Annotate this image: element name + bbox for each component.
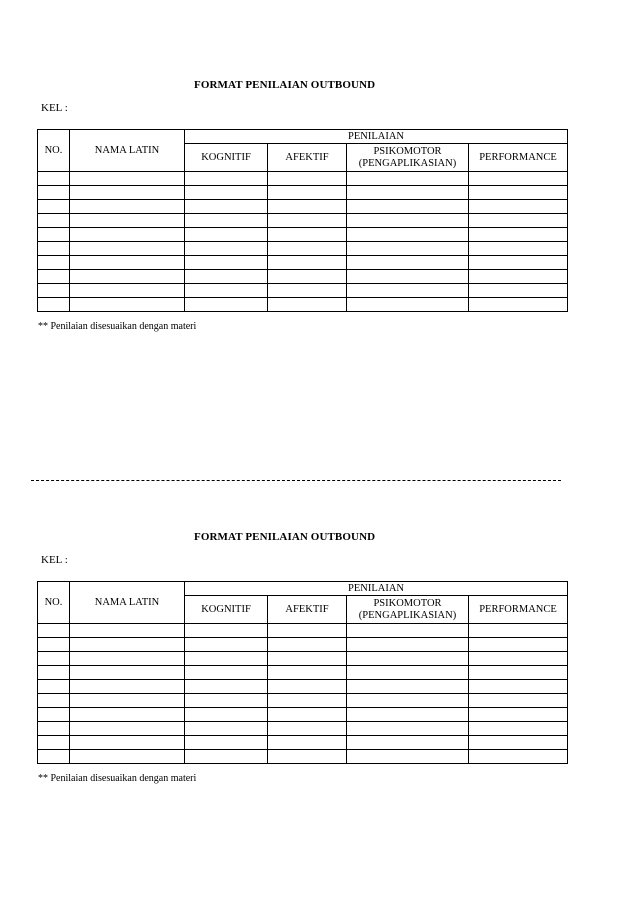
table-body [38, 130, 568, 312]
table-cell [70, 736, 185, 750]
table-cell [185, 694, 268, 708]
table-cell [70, 298, 185, 312]
table-cell [347, 750, 469, 764]
table-cell [268, 270, 347, 284]
table-row [38, 652, 568, 666]
table-cell [469, 750, 568, 764]
psikomotor-line2: (PENGAPLIKASIAN) [358, 609, 457, 621]
table-cell [38, 694, 70, 708]
cut-line-divider [31, 480, 561, 481]
table-cell [469, 666, 568, 680]
table-cell [268, 200, 347, 214]
table-cell [347, 694, 469, 708]
table-row [38, 284, 568, 298]
table-cell [70, 186, 185, 200]
psikomotor-line2: (PENGAPLIKASIAN) [358, 157, 457, 169]
table-cell [185, 228, 268, 242]
table-cell [469, 694, 568, 708]
table-row [38, 200, 568, 214]
table-cell [70, 750, 185, 764]
table-cell [70, 638, 185, 652]
table-cell [38, 242, 70, 256]
table-cell [469, 638, 568, 652]
table-cell [347, 186, 469, 200]
header-kognitif: KOGNITIF [185, 144, 268, 172]
table-cell [70, 652, 185, 666]
table-cell [185, 736, 268, 750]
table-cell [185, 750, 268, 764]
table-cell [185, 680, 268, 694]
table-cell [185, 298, 268, 312]
table-cell [347, 242, 469, 256]
table-cell [38, 214, 70, 228]
header-performance: PERFORMANCE [469, 144, 568, 172]
table-cell [469, 708, 568, 722]
table-cell [268, 708, 347, 722]
table-cell [469, 270, 568, 284]
table-cell [185, 652, 268, 666]
table-cell [185, 172, 268, 186]
table-row [38, 708, 568, 722]
table-cell [38, 298, 70, 312]
table-cell [38, 256, 70, 270]
table-cell [38, 722, 70, 736]
table-cell [185, 186, 268, 200]
header-penilaian: PENILAIAN [185, 130, 568, 144]
table-cell [38, 652, 70, 666]
table-cell [185, 624, 268, 638]
table-cell [185, 666, 268, 680]
form-title: FORMAT PENILAIAN OUTBOUND [194, 531, 376, 543]
table-cell [347, 652, 469, 666]
header-performance: PERFORMANCE [469, 596, 568, 624]
table-cell [469, 200, 568, 214]
header-kognitif: KOGNITIF [185, 596, 268, 624]
table-cell [268, 750, 347, 764]
table-cell [347, 624, 469, 638]
table-cell [347, 680, 469, 694]
table-cell [347, 228, 469, 242]
table-cell [268, 624, 347, 638]
table-cell [38, 624, 70, 638]
table-cell [347, 298, 469, 312]
table-cell [70, 256, 185, 270]
table-cell [185, 708, 268, 722]
table-cell [185, 722, 268, 736]
table-cell [268, 666, 347, 680]
table-cell [70, 228, 185, 242]
table-cell [70, 624, 185, 638]
form-title: FORMAT PENILAIAN OUTBOUND [194, 79, 376, 91]
table-cell [268, 256, 347, 270]
table-row [38, 750, 568, 764]
group-label: KEL : [41, 102, 68, 114]
table-cell [185, 270, 268, 284]
table-cell [70, 694, 185, 708]
table-cell [469, 298, 568, 312]
table-cell [70, 722, 185, 736]
table-cell [70, 666, 185, 680]
table-cell [185, 284, 268, 298]
table-cell [469, 284, 568, 298]
table-cell [347, 172, 469, 186]
table-cell [469, 242, 568, 256]
table-cell [70, 242, 185, 256]
psikomotor-line1: PSIKOMOTOR [373, 145, 442, 157]
table-row [38, 680, 568, 694]
header-nama-latin: NAMA LATIN [70, 582, 185, 624]
header-no: NO. [38, 582, 70, 624]
table-cell [268, 652, 347, 666]
table-cell [268, 228, 347, 242]
table-cell [469, 172, 568, 186]
assessment-table [37, 581, 568, 764]
table-row [38, 666, 568, 680]
table-cell [38, 708, 70, 722]
table-row [38, 694, 568, 708]
header-afektif: AFEKTIF [268, 144, 347, 172]
table-cell [469, 256, 568, 270]
table-cell [185, 214, 268, 228]
table-row [38, 256, 568, 270]
table-row [38, 242, 568, 256]
table-cell [347, 256, 469, 270]
table-cell [469, 680, 568, 694]
assessment-table [37, 129, 568, 312]
header-row [38, 130, 568, 144]
table-cell [70, 214, 185, 228]
table-row [38, 638, 568, 652]
table-cell [268, 694, 347, 708]
table-row [38, 298, 568, 312]
table-cell [268, 284, 347, 298]
header-no: NO. [38, 130, 70, 172]
footnote: ** Penilaian disesuaikan dengan materi [38, 773, 197, 784]
table-cell [38, 228, 70, 242]
table-cell [38, 638, 70, 652]
table-cell [347, 214, 469, 228]
table-cell [469, 214, 568, 228]
table-row [38, 214, 568, 228]
table-cell [38, 172, 70, 186]
footnote: ** Penilaian disesuaikan dengan materi [38, 321, 197, 332]
table-cell [268, 214, 347, 228]
table-cell [70, 200, 185, 214]
table-cell [347, 284, 469, 298]
table-cell [268, 298, 347, 312]
table-cell [268, 722, 347, 736]
psikomotor-line1: PSIKOMOTOR [373, 597, 442, 609]
table-cell [268, 638, 347, 652]
table-row [38, 270, 568, 284]
table-cell [268, 172, 347, 186]
table-cell [268, 242, 347, 256]
header-row [38, 582, 568, 596]
table-cell [185, 242, 268, 256]
table-cell [38, 680, 70, 694]
table-cell [469, 186, 568, 200]
table-body [38, 582, 568, 764]
table-cell [347, 200, 469, 214]
table-cell [185, 200, 268, 214]
header-psikomotor [347, 144, 469, 172]
table-cell [70, 284, 185, 298]
table-cell [38, 736, 70, 750]
table-cell [70, 270, 185, 284]
header-afektif: AFEKTIF [268, 596, 347, 624]
table-row [38, 722, 568, 736]
table-cell [268, 186, 347, 200]
table-cell [185, 638, 268, 652]
table-cell [268, 736, 347, 750]
table-cell [469, 736, 568, 750]
table-cell [38, 666, 70, 680]
table-row [38, 736, 568, 750]
table-row [38, 228, 568, 242]
table-cell [469, 652, 568, 666]
table-row [38, 172, 568, 186]
table-row [38, 186, 568, 200]
table-cell [38, 200, 70, 214]
table-cell [38, 270, 70, 284]
table-cell [268, 680, 347, 694]
table-cell [70, 172, 185, 186]
table-cell [469, 722, 568, 736]
header-nama-latin: NAMA LATIN [70, 130, 185, 172]
table-cell [38, 186, 70, 200]
table-cell [347, 708, 469, 722]
table-cell [70, 708, 185, 722]
header-psikomotor [347, 596, 469, 624]
table-cell [185, 256, 268, 270]
table-cell [347, 270, 469, 284]
table-cell [469, 228, 568, 242]
header-penilaian: PENILAIAN [185, 582, 568, 596]
table-row [38, 624, 568, 638]
table-cell [469, 624, 568, 638]
group-label: KEL : [41, 554, 68, 566]
table-cell [347, 666, 469, 680]
table-cell [70, 680, 185, 694]
table-cell [347, 722, 469, 736]
table-cell [347, 736, 469, 750]
table-cell [38, 750, 70, 764]
table-cell [347, 638, 469, 652]
table-cell [38, 284, 70, 298]
